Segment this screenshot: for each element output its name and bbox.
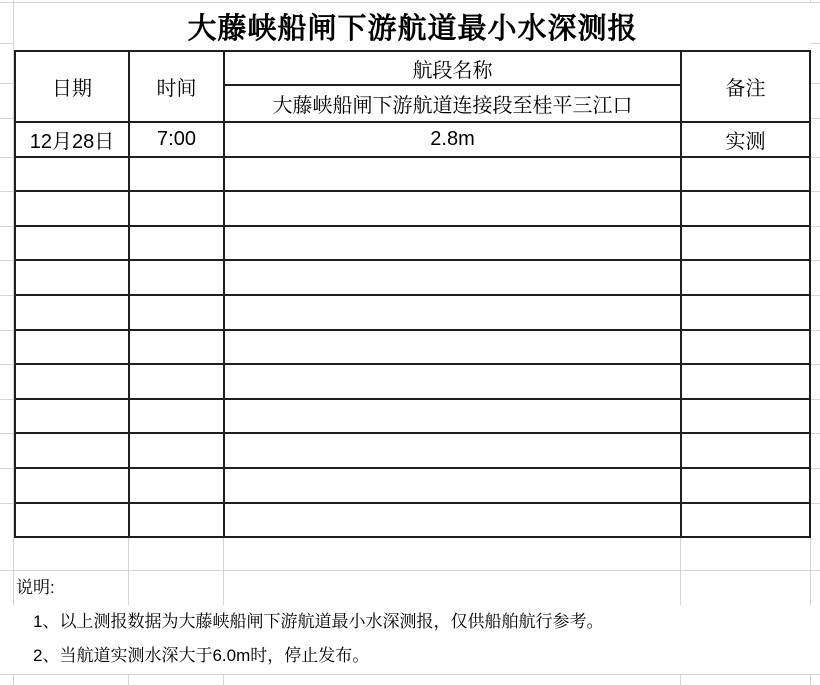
date-cell[interactable] [15, 295, 129, 330]
header-time[interactable]: 时间 [129, 51, 224, 122]
header-section[interactable]: 航段名称 [224, 51, 681, 85]
depth-cell[interactable] [224, 399, 681, 434]
table-row [15, 295, 810, 330]
remark-cell[interactable] [681, 399, 810, 434]
date-cell[interactable] [15, 468, 129, 503]
depth-cell[interactable] [224, 295, 681, 330]
date-cell[interactable] [15, 364, 129, 399]
header-section-sub[interactable]: 大藤峡船闸下游航道连接段至桂平三江口 [224, 85, 681, 122]
depth-report-table [14, 3, 811, 538]
depth-cell[interactable] [224, 364, 681, 399]
gridline-horizontal [0, 674, 820, 675]
table-row [15, 157, 810, 192]
remark-cell[interactable] [681, 468, 810, 503]
time-cell[interactable] [129, 157, 224, 192]
date-cell[interactable] [15, 191, 129, 226]
table-row [15, 433, 810, 468]
date-cell[interactable] [15, 433, 129, 468]
remark-cell[interactable] [681, 157, 810, 192]
remark-cell[interactable] [681, 260, 810, 295]
header-remark[interactable]: 备注 [681, 51, 810, 122]
note-item-2-cell[interactable]: 2、当航道实测水深大于6.0m时，停止发布。 [0, 638, 820, 674]
depth-cell[interactable] [224, 157, 681, 192]
table-row [15, 364, 810, 399]
table-row [15, 330, 810, 365]
gridline-vertical [128, 674, 129, 685]
remark-cell[interactable] [681, 364, 810, 399]
header-date[interactable]: 日期 [15, 51, 129, 122]
date-cell[interactable] [15, 157, 129, 192]
depth-cell[interactable] [224, 191, 681, 226]
time-cell[interactable] [129, 399, 224, 434]
depth-cell[interactable]: 2.8m [224, 122, 681, 157]
remark-cell[interactable] [681, 330, 810, 365]
remark-cell[interactable] [681, 433, 810, 468]
date-cell[interactable] [15, 226, 129, 261]
depth-cell[interactable] [224, 260, 681, 295]
depth-cell[interactable] [224, 330, 681, 365]
time-cell[interactable] [129, 330, 224, 365]
date-cell[interactable] [15, 330, 129, 365]
date-cell[interactable]: 12月28日 [15, 122, 129, 157]
notes-label-cell[interactable]: 说明: [16, 578, 55, 597]
table-row [15, 226, 810, 261]
remark-cell[interactable] [681, 191, 810, 226]
remark-cell[interactable] [681, 295, 810, 330]
remark-cell[interactable] [681, 503, 810, 538]
time-cell[interactable] [129, 260, 224, 295]
depth-cell[interactable] [224, 468, 681, 503]
time-cell[interactable]: 7:00 [129, 122, 224, 157]
time-cell[interactable] [129, 295, 224, 330]
report-title-cell[interactable]: 大藤峡船闸下游航道最小水深测报 [187, 13, 638, 45]
time-cell[interactable] [129, 226, 224, 261]
table-row [15, 260, 810, 295]
time-cell[interactable] [129, 364, 224, 399]
depth-cell[interactable] [224, 503, 681, 538]
remark-cell[interactable]: 实测 [681, 122, 810, 157]
table-row [15, 399, 810, 434]
depth-cell[interactable] [224, 433, 681, 468]
table-row [15, 503, 810, 538]
remark-cell[interactable] [681, 226, 810, 261]
time-cell[interactable] [129, 433, 224, 468]
time-cell[interactable] [129, 468, 224, 503]
depth-cell[interactable] [224, 226, 681, 261]
table-row [15, 191, 810, 226]
table-row [15, 468, 810, 503]
time-cell[interactable] [129, 503, 224, 538]
note-item-1-cell[interactable]: 1、以上测报数据为大藤峡船闸下游航道最小水深测报，仅供船舶航行参考。 [0, 605, 820, 638]
date-cell[interactable] [15, 260, 129, 295]
date-cell[interactable] [15, 399, 129, 434]
gridline-vertical [223, 674, 224, 685]
date-cell[interactable] [15, 503, 129, 538]
gridline-vertical [680, 674, 681, 685]
time-cell[interactable] [129, 191, 224, 226]
table-row [15, 122, 810, 157]
